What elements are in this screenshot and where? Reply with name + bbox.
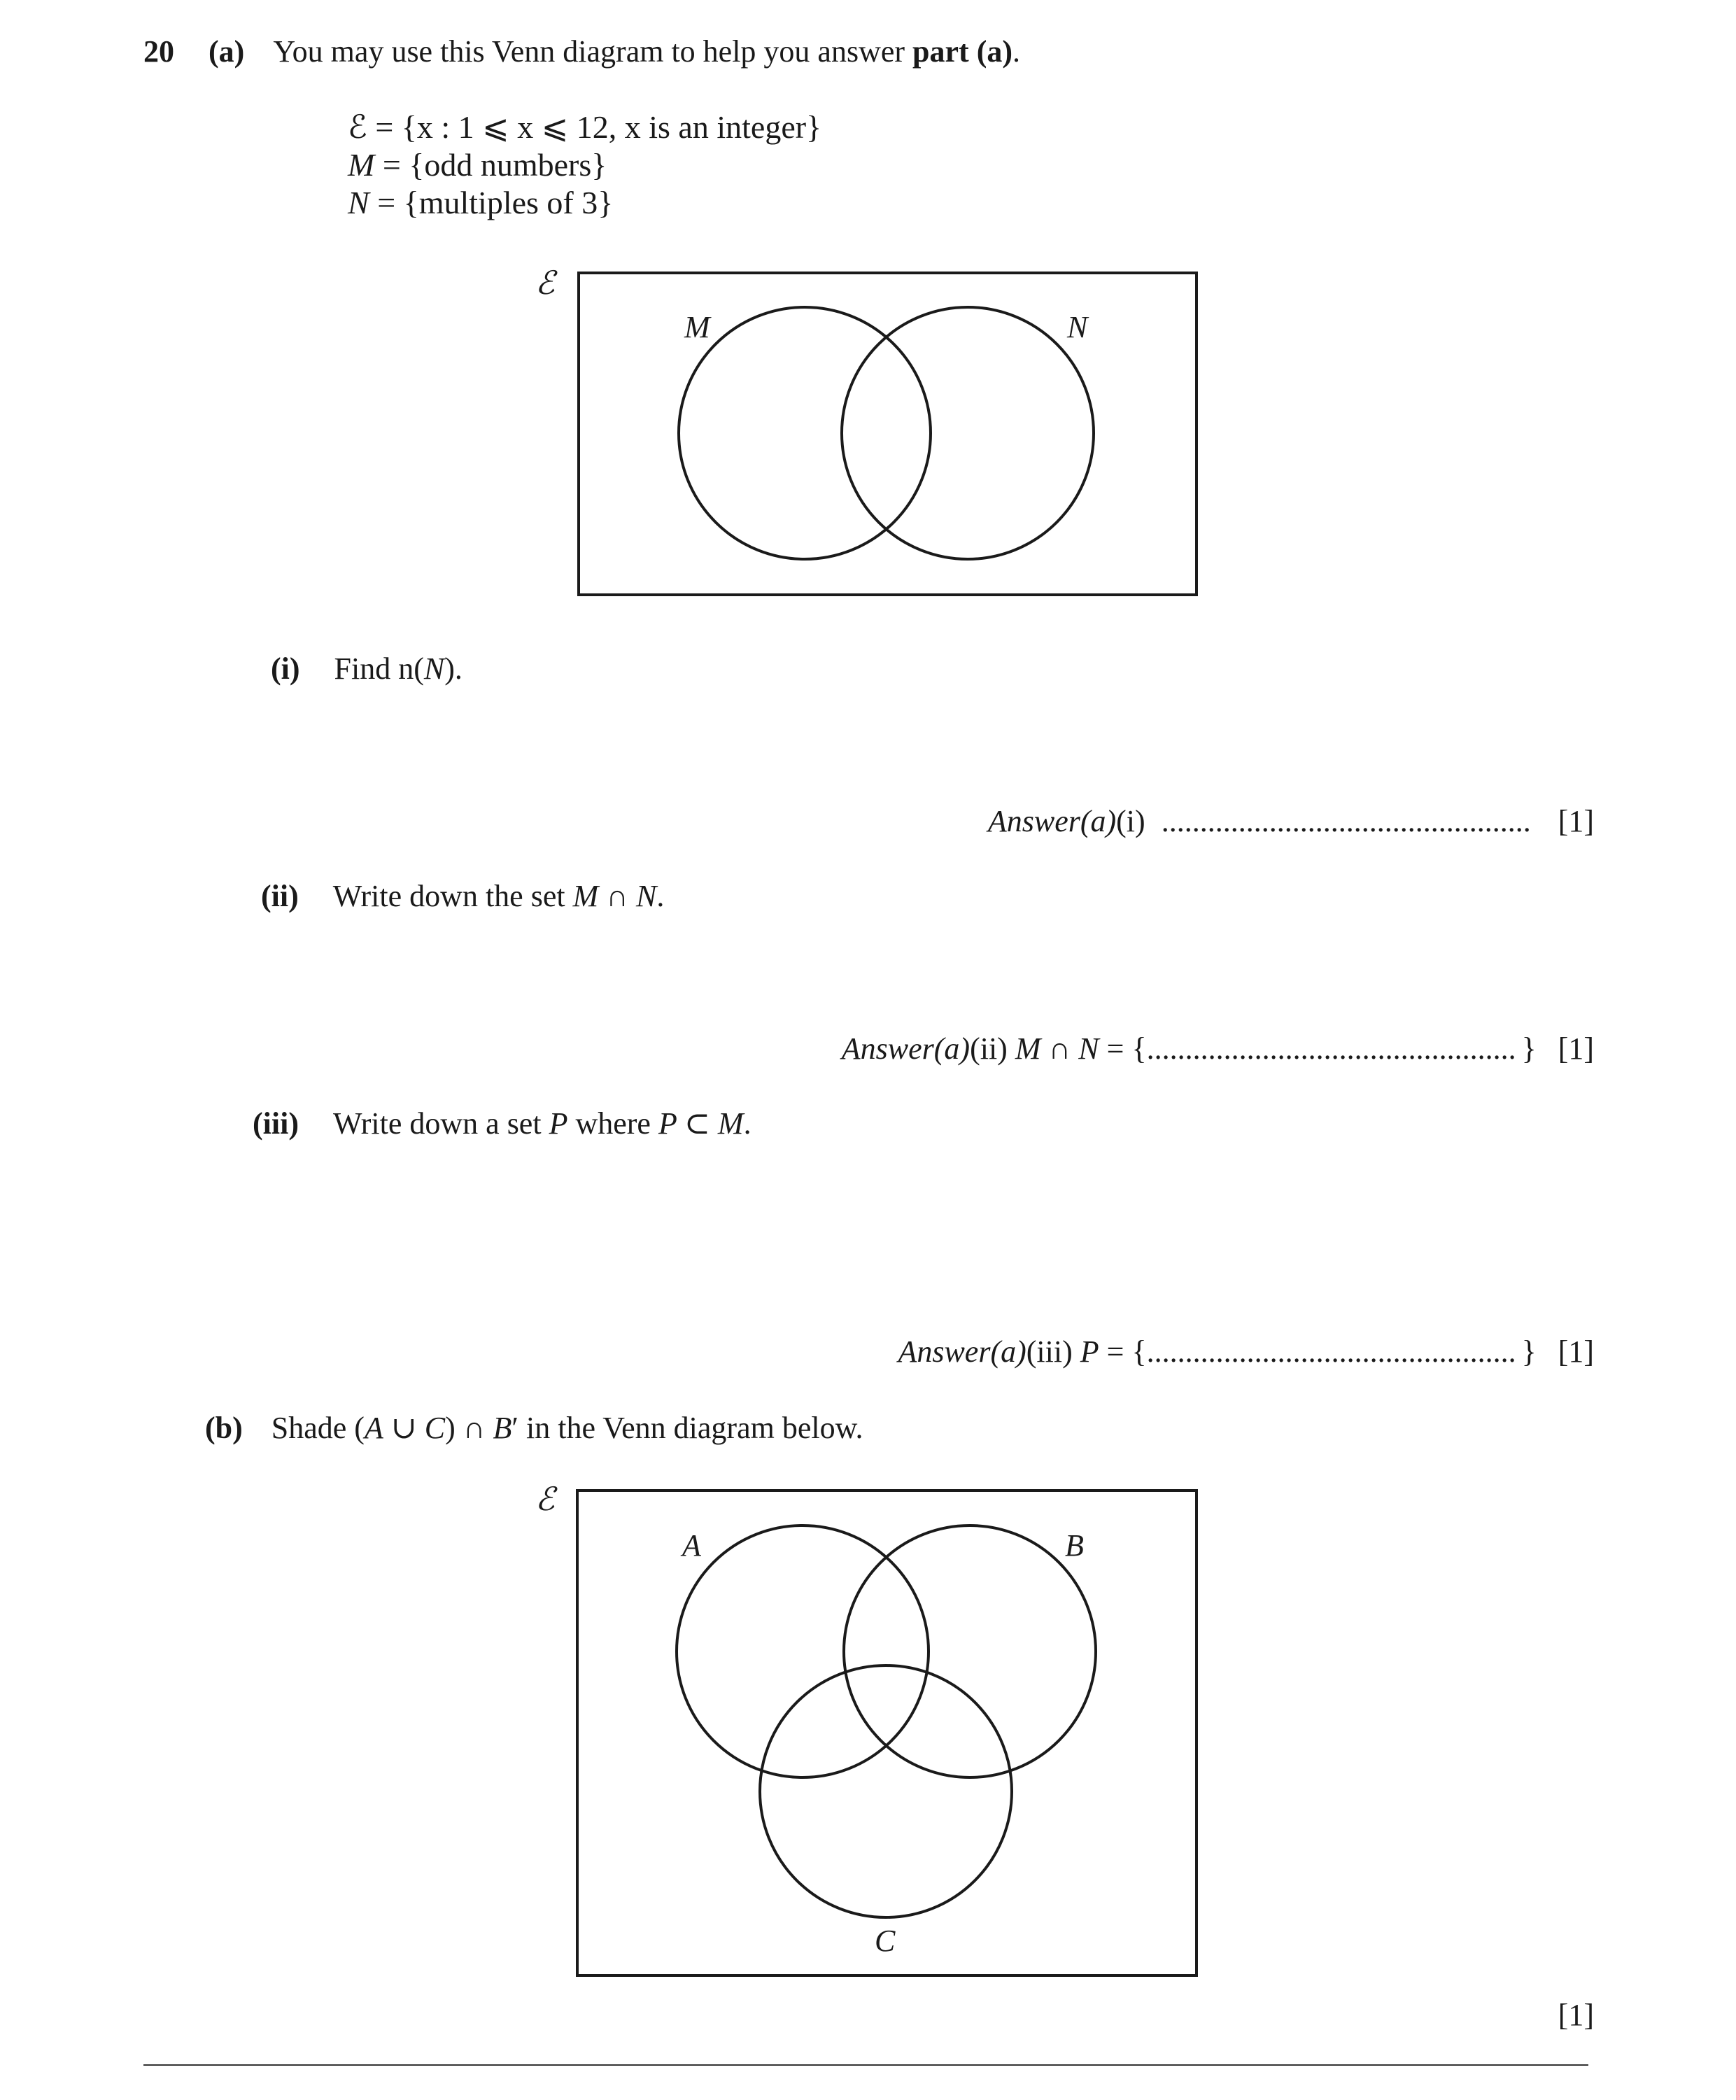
part-b-expr-c: C [424,1411,446,1445]
answer-iii-close: } [1521,1334,1537,1369]
part-b-expr-b: B [493,1411,512,1445]
part-b-expr-a: A [364,1411,383,1445]
question-iii-text-after: . [743,1106,751,1141]
venn2-circle-a[interactable] [677,1525,929,1777]
question-iii-expr: P ⊂ M [658,1106,744,1141]
venn2-circle-c[interactable] [760,1665,1012,1917]
answer-i-prefix: (i) [1116,804,1145,838]
answer-i-prefix-italic: Answer(a) [987,804,1117,838]
answer-iii-eq: = { [1099,1334,1147,1369]
universal-symbol: ℰ [348,109,367,145]
universal-def: = {x : 1 ⩽ x ⩽ 12, x is an integer} [367,109,822,145]
question-i-text-before: Find n( [334,651,424,686]
part-b-union: ∪ [383,1411,425,1445]
part-a-end: . [1012,34,1021,69]
part-b-text-after: in the Venn diagram below. [518,1411,863,1445]
set-m-def-text: = {odd numbers} [374,147,607,183]
question-ii-text-after: . [656,879,665,913]
question-iii-text-mid: where [567,1106,658,1141]
answer-iii-field[interactable]: ................................................ [1146,1334,1516,1369]
part-a-bold: part (a) [912,34,1013,69]
question-ii-expr: M ∩ N [572,879,657,913]
venn1-label-n: N [1067,310,1088,344]
question-ii-label: (ii) [261,879,299,913]
set-m-name: M [348,147,375,183]
answer-ii-eq: = { [1099,1031,1147,1066]
question-ii-text-before: Write down the set [332,879,573,913]
part-b-text-before: Shade ( [271,1411,365,1445]
answer-ii-field[interactable]: ................................................ [1146,1031,1516,1066]
part-b-marks: [1] [1558,1998,1594,2032]
answer-i-field[interactable]: ................................................ [1161,804,1531,838]
part-b-prime: ′ [511,1411,519,1445]
venn1-label-m: M [684,310,710,344]
venn2-circle-b[interactable] [844,1525,1096,1777]
part-a-label: (a) [209,34,245,69]
part-b-close-paren: ) ∩ [445,1411,493,1445]
answer-ii-prefix: (ii) [970,1031,1015,1066]
venn2-universal-label: ℰ [535,1481,555,1517]
question-iii-var: P [549,1106,568,1141]
question-i-label: (i) [271,651,300,686]
set-n-name: N [348,185,369,220]
answer-iii-var: P [1080,1334,1099,1369]
venn1-universal-label: ℰ [535,265,555,301]
question-number: 20 [143,34,174,69]
venn2-label-b: B [1065,1528,1084,1563]
answer-ii-prefix-italic: Answer(a) [841,1031,971,1066]
question-i-var: N [423,651,445,686]
footer-rule [143,2064,1588,2066]
venn2-universal-rect [577,1491,1197,1975]
answer-iii-marks: [1] [1558,1334,1594,1369]
answer-ii-close: } [1521,1031,1537,1066]
question-iii-label: (iii) [253,1106,299,1141]
set-n-def-text: = {multiples of 3} [369,185,614,220]
answer-iii-prefix: (iii) [1026,1334,1080,1369]
answer-iii-prefix-italic: Answer(a) [898,1334,1026,1369]
answer-ii-marks: [1] [1558,1031,1594,1066]
answer-ii-expr: M ∩ N [1015,1031,1099,1066]
part-a-text: You may use this Venn diagram to help you answer [273,34,913,69]
part-b-label: (b) [205,1411,243,1445]
answer-i-marks: [1] [1558,804,1594,838]
venn2-label-c: C [875,1924,896,1958]
question-iii-text-before: Write down a set [332,1106,549,1141]
venn2-label-a: A [682,1528,701,1563]
question-i-text-after: ). [444,651,463,686]
